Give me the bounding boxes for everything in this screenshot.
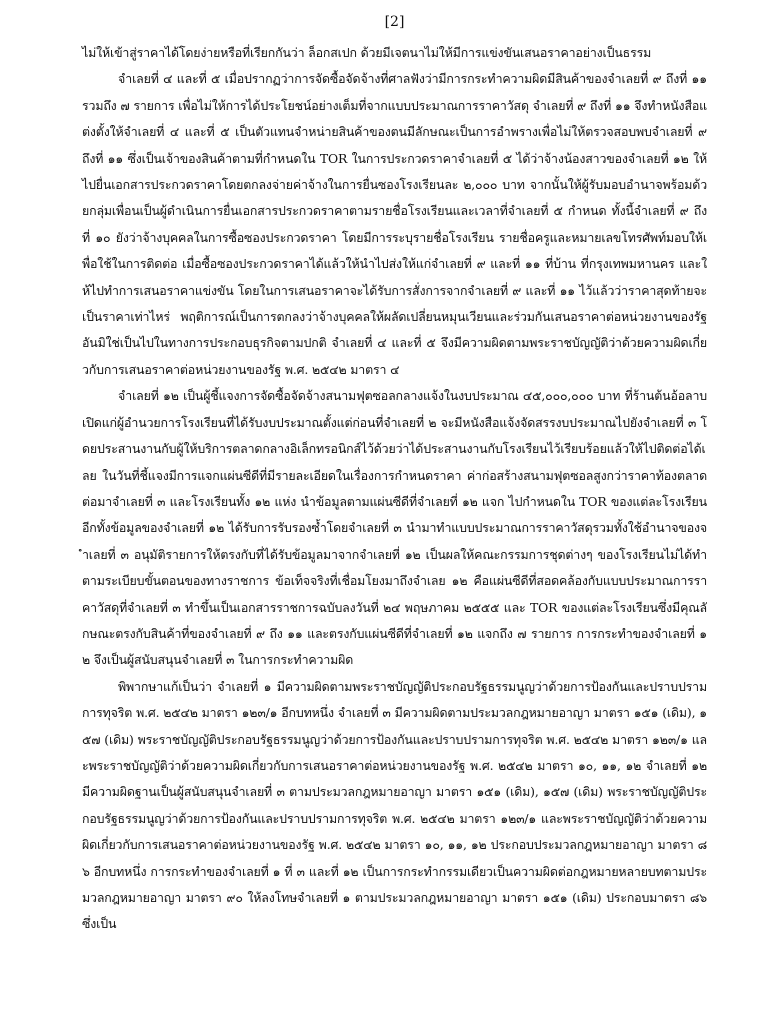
paragraph-continuation: ไม่ให้เข้าสู่ราคาได้โดยง่ายหรือที่เรียกกันว่า ล็อกสเปก ด้วยมีเจตนาไม่ให้มีการแข่งขันเสนอราคาอย่างเป็นธรรม — [82, 45, 652, 60]
page-number: [2] — [384, 14, 405, 30]
paragraph-defendants-4-5: จำเลยที่ ๔ และที่ ๕ เมื่อปรากฏว่าการจัดซื้อจัดจ้างที่ศาลฟังว่ามีการกระทำความผิดมีสินค้าของจำเลยที่ ๙ ถึงที่ ๑๑ รวมถึง ๗ รายการ เพื่อไม่ให้การได้ประโยชน์อย่างเต็มที่จากแบบประมาณการราคาวัสดุ จำเลยที่ ๙ ถึงที่ ๑๑ จึงทำหนังสือแต่งตั้งให้จำเลยที่ ๔ และที่ ๕ เป็นตัวแทนจำหน่ายสินค้าของตนมีลักษณะเป็นการอำพรางเพื่อไม่ให้ตรวจสอบพบจำเลยที่ ๙ ถึงที่ ๑๑ ซึ่งเป็นเจ้าของสินค้าตามที่กำหนดใน TOR ในการประกวดราคาจำเลยที่ ๕ ได้ว่าจ้างน้องสาวของจำเลยที่ ๑๒ ให้ไปยื่นเอกสารประกวดราคาโดยตกลงจ่ายค่าจ้างในการยื่นซองโรงเรียนละ ๒,๐๐๐ บาท จากนั้นให้ผู้รับมอบอำนาจพร้อมด้วยกลุ่มเพื่อนเป็นผู้ดำเนินการยื่นเอกสารประกวดราคาตามรายชื่อโรงเรียนและเวลาที่จำเลยที่ ๕ กำหนด ทั้งนี้จำเลยที่ ๙ ถึงที่ ๑๐ ยังว่าจ้างบุคคลในการซื้อซองประกวดราคา โดยมีการระบุรายชื่อโรงเรียน รายชื่อครูและหมายเลขโทรศัพท์มอบให้เพื่อใช้ในการติดต่อ เมื่อซื้อซองประกวดราคาได้แล้วให้นำไปส่งให้แก่จำเลยที่ ๙ และที่ ๑๑ ที่บ้าน ที่กรุงเทพมหานคร และให้ไปทำการเสนอราคาแข่งขัน โดยในการเสนอราคาจะได้รับการสั่งการจากจำเลยที่ ๙ และที่ ๑๑ ไว้แล้วว่าราคาสุดท้ายจะเป็นราคาเท่าไหร่ พฤติการณ์เป็นการตกลงว่าจ้างบุคคลให้ผลัดเปลี่ยนหมุนเวียนและร่วมกันเสนอราคาต่อหน่วยงานของรัฐ อันมิใช่เป็นไปในทางการประกอบธุรกิจตามปกติ จำเลยที่ ๔ และที่ ๕ จึงมีความผิดตามพระราชบัญญัติว่าด้วยความผิดเกี่ยวกับการเสนอราคาต่อหน่วยงานของรัฐ พ.ศ. ๒๕๔๒ มาตรา ๔ — [82, 71, 707, 377]
paragraph-defendant-12: จำเลยที่ ๑๒ เป็นผู้ชี้แจงการจัดซื้อจัดจ้างสนามฟุตซอลกลางแจ้งในงบประมาณ ๔๕,๐๐๐,๐๐๐ บาท ที่ร้านต้นอ้อลาบเปิดแก่ผู้อำนวยการโรงเรียนที่ได้รับงบประมาณตั้งแต่ก่อนที่จำเลยที่ ๒ จะมีหนังสือแจ้งจัดสรรงบประมาณไปยังจำเลยที่ ๓ โดยประสานงานกับผู้ให้บริการตลาดกลางอิเล็กทรอนิกส์ไว้ด้วยว่าได้ประสานงานกับโรงเรียนไว้เรียบร้อยแล้วให้ไปติดต่อได้เลย ในวันที่ชี้แจงมีการแจกแผ่นซีดีที่มีรายละเอียดในเรื่องการกำหนดราคา ค่าก่อสร้างสนามฟุตซอลสูงกว่าราคาท้องตลาด ต่อมาจำเลยที่ ๓ และโรงเรียนทั้ง ๑๒ แห่ง นำข้อมูลตามแผ่นซีดีที่จำเลยที่ ๑๒ แจก ไปกำหนดใน TOR ของแต่ละโรงเรียน อีกทั้งข้อมูลของจำเลยที่ ๑๒ ได้รับการรับรองซ้ำโดยจำเลยที่ ๓ นำมาทำแบบประมาณการราคาวัสดุรวมทั้งใช้อำนาจของจำเลยที่ ๓ อนุมัติรายการให้ตรงกับที่ได้รับข้อมูลมาจากจำเลยที่ ๑๒ เป็นผลให้คณะกรรมการชุดต่างๆ ของโรงเรียนไม่ได้ทำตามระเบียบขั้นตอนของทางราชการ ข้อเท็จจริงที่เชื่อมโยงมาถึงจำเลย ๑๒ คือแผ่นซีดีที่สอดคล้องกับแบบประมาณการราคาวัสดุที่จำเลยที่ ๓ ทำขึ้นเป็นเอกสารราชการฉบับลงวันที่ ๒๔ พฤษภาคม ๒๕๕๕ และ TOR ของแต่ละโรงเรียนซึ่งมีคุณลักษณะตรงกับสินค้าที่ของจำเลยที่ ๙ ถึง ๑๑ และตรงกับแผ่นซีดีที่จำเลยที่ ๑๒ แจกถึง ๗ รายการ การกระทำของจำเลยที่ ๑๒ จึงเป็นผู้สนับสนุนจำเลยที่ ๓ ในการกระทำความผิด — [82, 388, 707, 668]
paragraph-judgment: พิพากษาแก้เป็นว่า จำเลยที่ ๑ มีความผิดตามพระราชบัญญัติประกอบรัฐธรรมนูญว่าด้วยการป้องกันและปราบปรามการทุจริต พ.ศ. ๒๕๔๒ มาตรา ๑๒๓/๑ อีกบทหนึ่ง จำเลยที่ ๓ มีความผิดตามประมวลกฎหมายอาญา มาตรา ๑๕๑ (เดิม), ๑๕๗ (เดิม) พระราชบัญญัติประกอบรัฐธรรมนูญว่าด้วยการป้องกันและปราบปรามการทุจริต พ.ศ. ๒๕๔๒ มาตรา ๑๒๓/๑ และพระราชบัญญัติว่าด้วยความผิดเกี่ยวกับการเสนอราคาต่อหน่วยงานของรัฐ พ.ศ. ๒๕๔๒ มาตรา ๑๐, ๑๑, ๑๒ จำเลยที่ ๑๒ มีความผิดฐานเป็นผู้สนับสนุนจำเลยที่ ๓ ตามประมวลกฎหมายอาญา มาตรา ๑๕๑ (เดิม), ๑๕๗ (เดิม) พระราชบัญญัติประกอบรัฐธรรมนูญว่าด้วยการป้องกันและปราบปรามการทุจริต พ.ศ. ๒๕๔๒ มาตรา ๑๒๓/๑ และพระราชบัญญัติว่าด้วยความผิดเกี่ยวกับการเสนอราคาต่อหน่วยงานของรัฐ พ.ศ. ๒๕๔๒ มาตรา ๑๐, ๑๑, ๑๒ ประกอบประมวลกฎหมายอาญา มาตรา ๘๖ อีกบทหนึ่ง การกระทำของจำเลยที่ ๑ ที่ ๓ และที่ ๑๒ เป็นการกระทำกรรมเดียวเป็นความผิดต่อกฎหมายหลายบทตามประมวลกฎหมายอาญา มาตรา ๙๐ ให้ลงโทษจำเลยที่ ๑ ตามประมวลกฎหมายอาญา มาตรา ๑๕๑ (เดิม) ประกอบมาตรา ๘๖ ซึ่งเป็น — [82, 678, 707, 932]
